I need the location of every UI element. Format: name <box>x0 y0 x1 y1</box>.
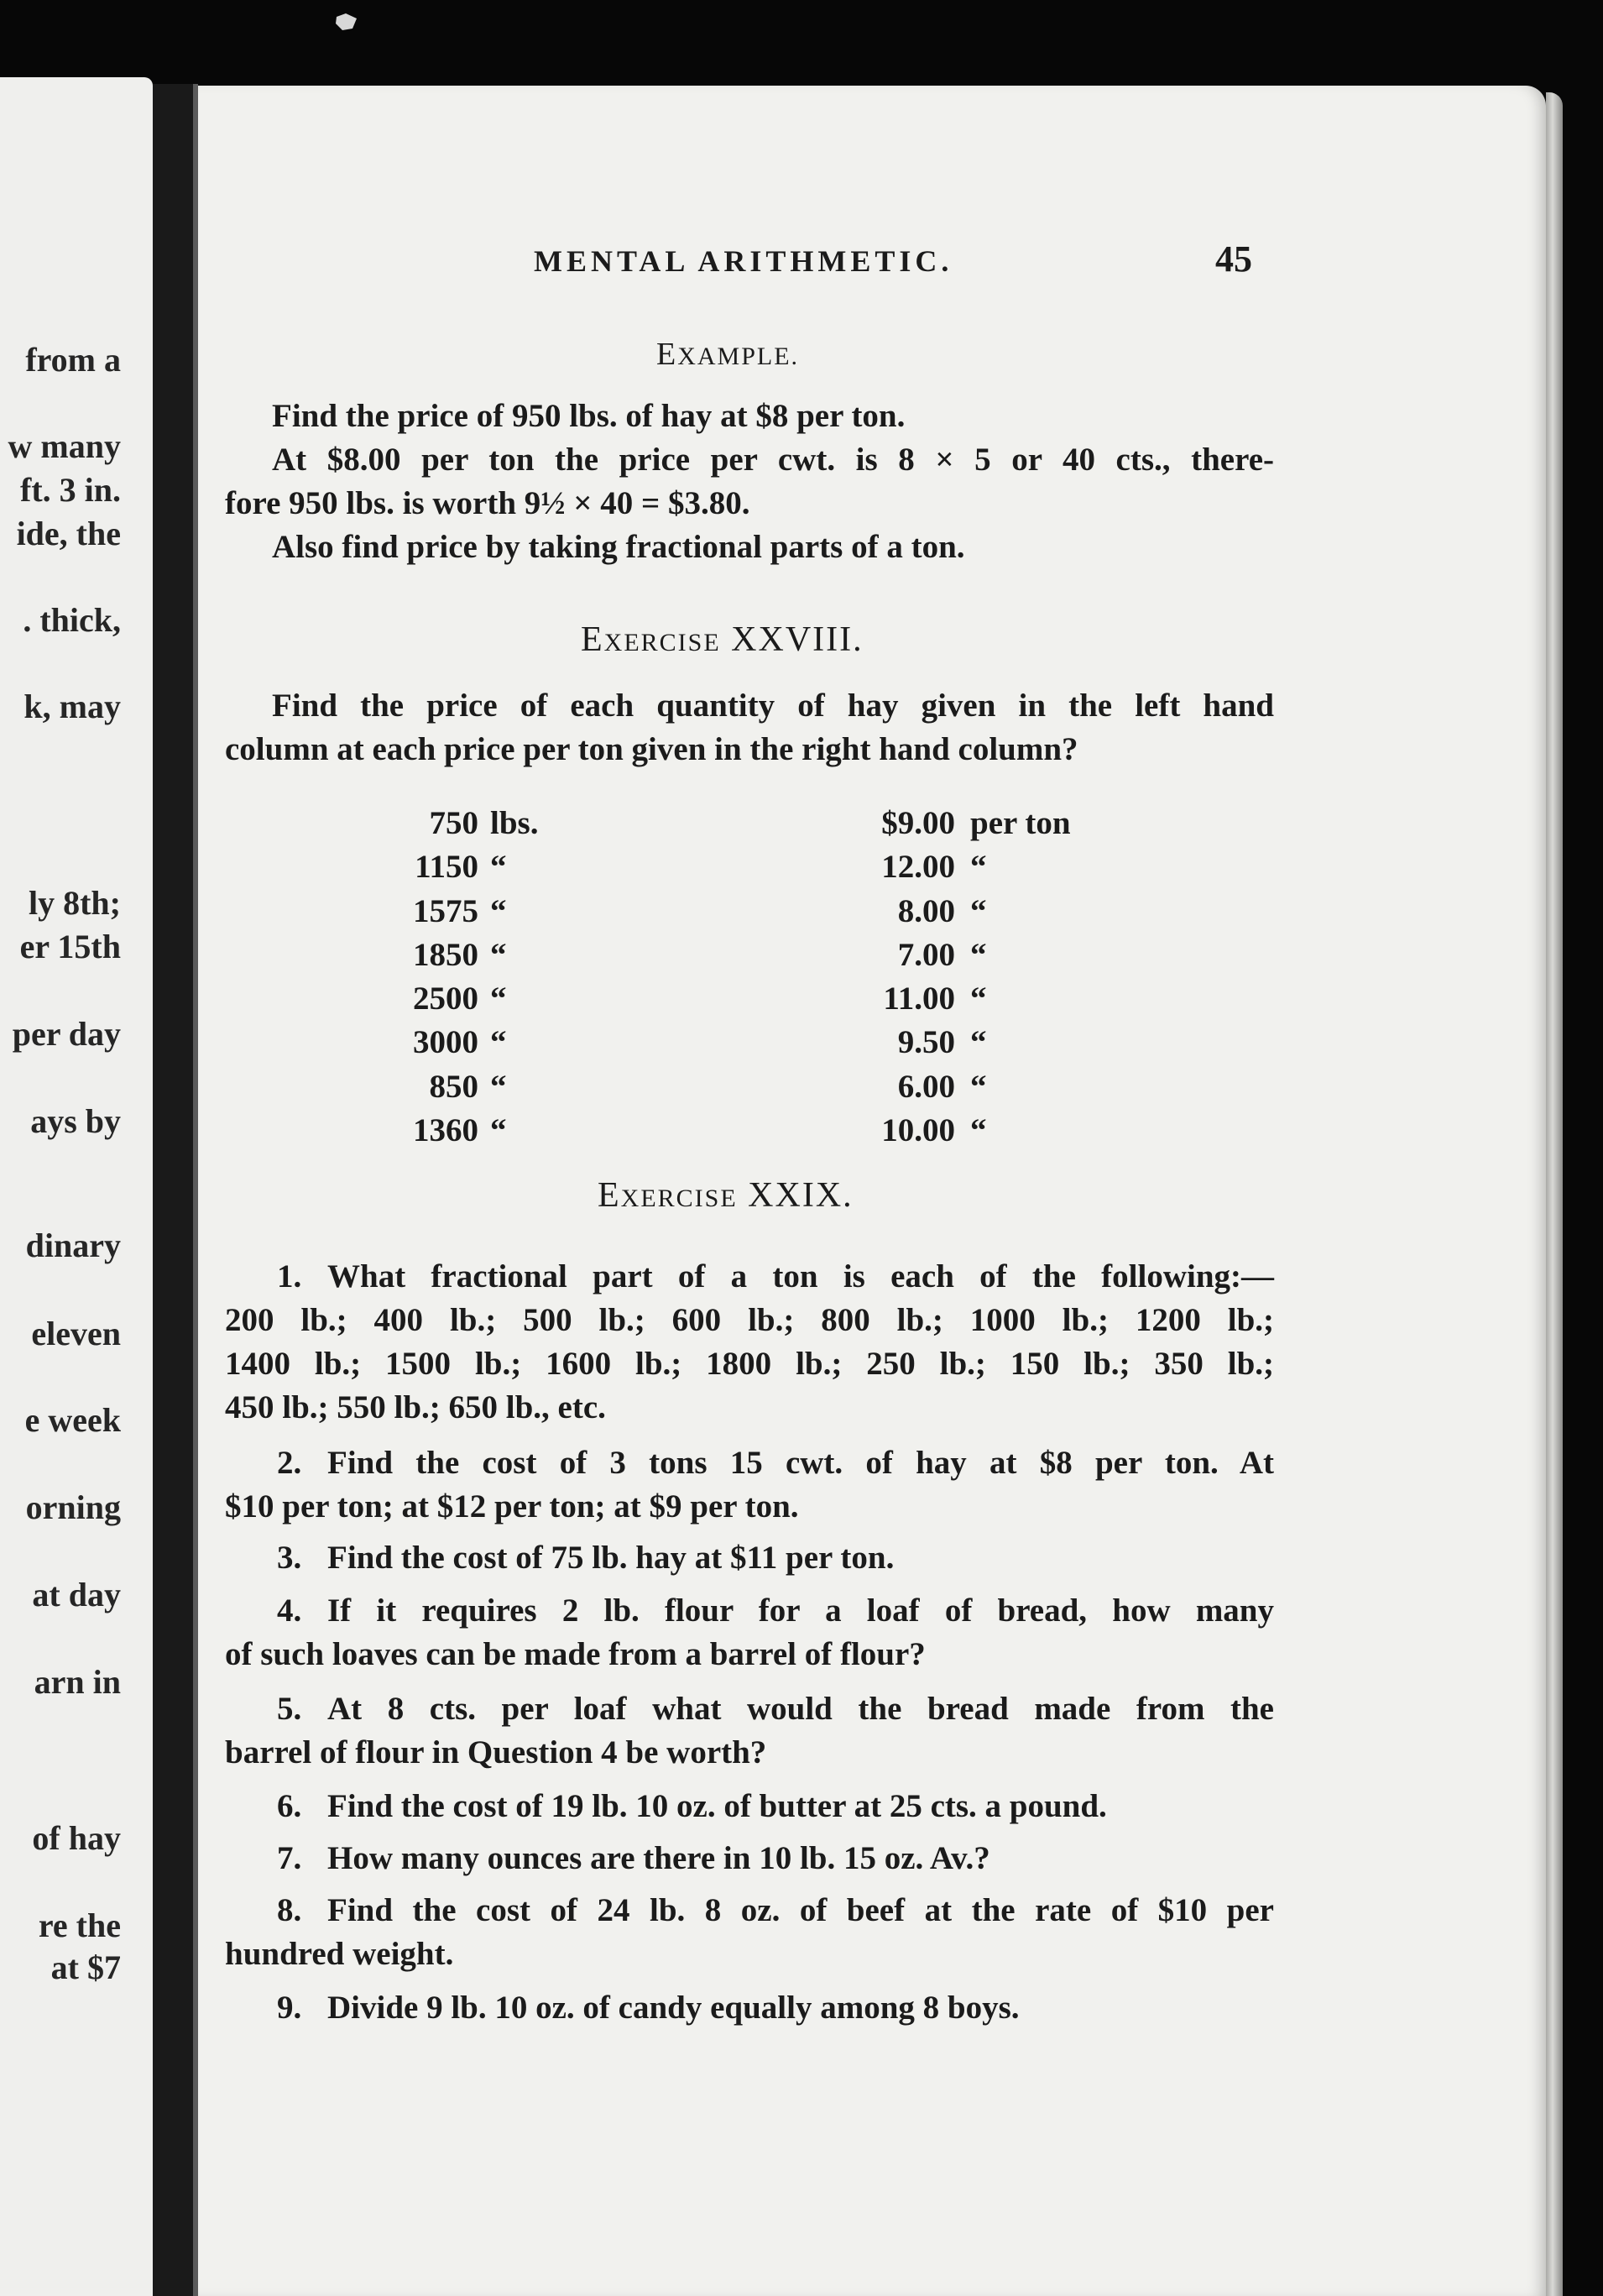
price-unit: “ <box>970 1068 987 1105</box>
question-item <box>225 1687 1274 1775</box>
left-facing-page <box>0 77 153 2296</box>
question-number: 1. <box>277 1258 302 1294</box>
quantity-value: 1850 <box>413 936 478 973</box>
question-line: 2. Find the cost of 3 tons 15 cwt. of hay at $8 per ton. At <box>225 1441 1274 1485</box>
left-page-text-fragment: dinary <box>25 1226 121 1264</box>
quantity-row <box>386 1021 564 1064</box>
intro-line: column at each price per ton given in the right hand column? <box>225 731 1078 767</box>
price-row <box>849 977 1071 1021</box>
quantity-unit: “ <box>490 892 507 929</box>
price-value: 12.00 <box>881 849 955 886</box>
price-row <box>849 1109 1071 1153</box>
question-item <box>225 1986 1274 2030</box>
quantity-value: 3000 <box>413 1024 478 1061</box>
question-line: 3. Find the cost of 75 lb. hay at $11 per ton. <box>225 1536 1274 1580</box>
left-page-text-fragment: w many <box>8 427 121 465</box>
question-line: 200 lb.; 400 lb.; 500 lb.; 600 lb.; 800 lb.; 1000 lb.; 1200 lb.; <box>225 1302 1274 1338</box>
question-number: 8. <box>277 1892 302 1928</box>
quantity-value: 2500 <box>413 981 478 1017</box>
question-number: 4. <box>277 1593 302 1629</box>
left-page-text-fragment: per day <box>12 1015 121 1053</box>
price-value: 10.00 <box>881 1112 955 1149</box>
exercise-28-intro <box>225 684 1274 771</box>
price-unit: “ <box>970 1024 987 1061</box>
left-page-text-fragment: e week <box>24 1401 121 1439</box>
left-page-text-fragment: er 15th <box>19 928 121 965</box>
quantity-column <box>386 802 564 1153</box>
question-line: 450 lb.; 550 lb.; 650 lb., etc. <box>225 1389 606 1425</box>
example-line: Also find price by taking fractional parts of a ton. <box>272 529 965 565</box>
left-page-text-fragment: k, may <box>23 688 121 725</box>
quantity-row <box>386 1065 564 1109</box>
price-column <box>849 802 1071 1153</box>
price-row <box>849 1065 1071 1109</box>
scan-artifact-mark <box>334 12 359 32</box>
quantity-value: 850 <box>429 1068 478 1105</box>
price-value: 9.50 <box>897 1024 955 1061</box>
example-text <box>225 395 1274 569</box>
quantity-unit: “ <box>490 1112 507 1149</box>
question-number: 9. <box>277 1990 302 2026</box>
left-page-text-fragment: ly 8th; <box>29 884 121 922</box>
question-line: barrel of flour in Question 4 be worth? <box>225 1734 767 1770</box>
left-page-text-fragment: from a <box>25 341 121 379</box>
question-line: hundred weight. <box>225 1936 454 1972</box>
left-page-text-fragment: ide, the <box>16 515 121 552</box>
question-line: 1. What fractional part of a ton is each of the following:— <box>225 1255 1274 1299</box>
question-number: 7. <box>277 1840 302 1876</box>
question-number: 3. <box>277 1540 302 1576</box>
left-page-text-fragment: of hay <box>32 1819 121 1857</box>
question-line: of such loaves can be made from a barrel of flour? <box>225 1636 926 1672</box>
example-line: Find the price of 950 lbs. of hay at $8 per ton. <box>272 398 906 434</box>
quantity-unit: “ <box>490 1068 507 1105</box>
question-line: 7. How many ounces are there in 10 lb. 15 oz. Av.? <box>225 1837 1274 1880</box>
quantity-row <box>386 890 564 934</box>
price-value: 6.00 <box>897 1068 955 1105</box>
quantity-row <box>386 845 564 889</box>
quantity-row <box>386 1109 564 1153</box>
left-page-text-fragment: . thick, <box>23 601 121 639</box>
question-line: $10 per ton; at $12 per ton; at $9 per ton. <box>225 1488 799 1525</box>
price-row <box>849 802 1071 845</box>
left-page-text-fragment: at $7 <box>50 1948 121 1986</box>
price-unit: “ <box>970 1112 987 1149</box>
price-unit: “ <box>970 849 987 886</box>
price-unit: “ <box>970 936 987 973</box>
question-item <box>225 1255 1274 1430</box>
question-line: 4. If it requires 2 lb. flour for a loaf of bread, how many <box>225 1589 1274 1633</box>
price-row <box>849 1021 1071 1064</box>
question-item <box>225 1889 1274 1976</box>
question-item <box>225 1589 1274 1676</box>
exercise-28-heading: EXERCISE XXVIII. <box>581 620 864 659</box>
quantity-row <box>386 977 564 1021</box>
quantity-unit: “ <box>490 981 507 1017</box>
quantity-unit: “ <box>490 1024 507 1061</box>
exercise-29-heading: EXERCISE XXIX. <box>598 1176 854 1215</box>
quantity-unit: lbs. <box>490 805 539 841</box>
quantity-value: 1360 <box>413 1112 478 1149</box>
book-gutter <box>153 84 193 2296</box>
price-value: $9.00 <box>881 805 955 841</box>
price-value: 11.00 <box>883 981 955 1017</box>
question-item <box>225 1837 1274 1880</box>
left-page-text-fragment: ays by <box>30 1102 121 1140</box>
left-page-text-fragment: arn in <box>34 1663 121 1701</box>
price-value: 8.00 <box>897 892 955 929</box>
quantity-row <box>386 934 564 977</box>
question-line: 5. At 8 cts. per loaf what would the bread made from the <box>225 1687 1274 1731</box>
quantity-unit: “ <box>490 936 507 973</box>
left-page-text-fragment: re the <box>38 1906 121 1944</box>
question-line: 9. Divide 9 lb. 10 oz. of candy equally among 8 boys. <box>225 1986 1274 2030</box>
example-line: At $8.00 per ton the price per cwt. is 8 × 5 or 40 cts., there- <box>272 442 1274 478</box>
question-item <box>225 1441 1274 1529</box>
price-row <box>849 934 1071 977</box>
left-page-text-fragment: eleven <box>31 1315 121 1352</box>
question-line: 6. Find the cost of 19 lb. 10 oz. of butter at 25 cts. a pound. <box>225 1785 1274 1828</box>
price-unit: “ <box>970 892 987 929</box>
page-number: 45 <box>1215 238 1252 280</box>
question-line: 1400 lb.; 1500 lb.; 1600 lb.; 1800 lb.; 250 lb.; 150 lb.; 350 lb.; <box>225 1346 1274 1382</box>
example-heading: EXAMPLE. <box>656 337 800 372</box>
price-value: 7.00 <box>897 936 955 973</box>
left-page-text-fragment: at day <box>32 1576 121 1613</box>
page-edge <box>1546 92 1563 2296</box>
price-row <box>849 845 1071 889</box>
left-page-text-fragment: ft. 3 in. <box>20 471 121 509</box>
left-page-text-fragment: orning <box>25 1488 121 1526</box>
quantity-value: 1150 <box>415 849 478 886</box>
question-number: 6. <box>277 1788 302 1824</box>
quantity-unit: “ <box>490 849 507 886</box>
price-unit: per ton <box>970 805 1071 841</box>
example-line: fore 950 lbs. is worth 9½ × 40 = $3.80. <box>225 485 750 521</box>
price-unit: “ <box>970 981 987 1017</box>
question-item <box>225 1536 1274 1580</box>
question-number: 5. <box>277 1691 302 1727</box>
running-head: MENTAL ARITHMETIC. <box>534 244 953 278</box>
intro-line: Find the price of each quantity of hay given in the left hand <box>272 688 1274 724</box>
question-number: 2. <box>277 1445 302 1481</box>
quantity-value: 1575 <box>413 892 478 929</box>
price-row <box>849 890 1071 934</box>
question-line: 8. Find the cost of 24 lb. 8 oz. of beef at the rate of $10 per <box>225 1889 1274 1933</box>
quantity-row <box>386 802 564 845</box>
question-item <box>225 1785 1274 1828</box>
quantity-value: 750 <box>429 805 478 841</box>
